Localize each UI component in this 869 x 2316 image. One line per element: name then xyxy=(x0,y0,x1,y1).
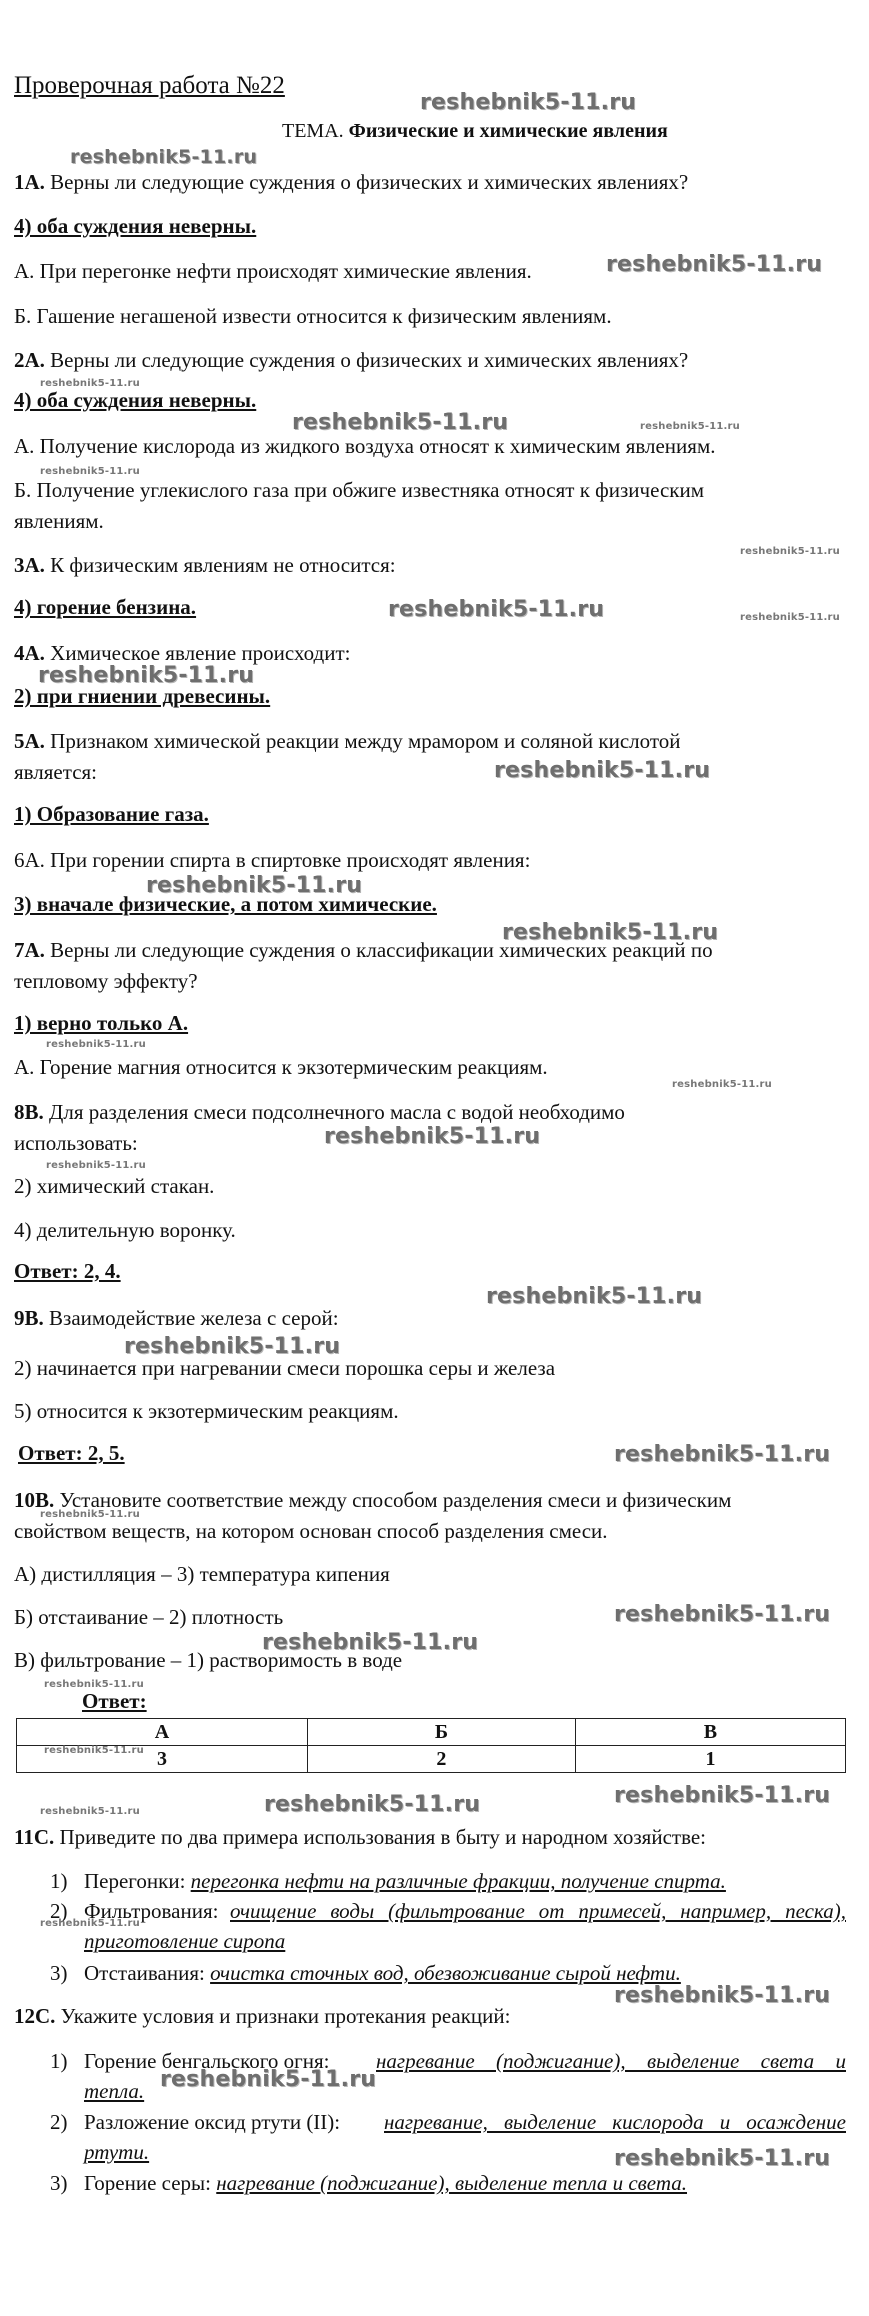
statement-a: А. Получение кислорода из жидкого воздуха относят к химическим явлениям. xyxy=(14,434,716,458)
statement-b-line-2: явлениям. xyxy=(14,509,104,533)
topic-prefix: ТЕМА. xyxy=(282,120,344,142)
option: 2) начинается при нагревании смеси порошка серы и железа xyxy=(14,1356,556,1380)
table-header-cell: А xyxy=(17,1719,308,1746)
question-12 xyxy=(14,2001,510,2031)
question-number: 10В. xyxy=(14,1488,55,1512)
list-item xyxy=(50,2168,687,2198)
watermark: reshebnik5-11.ru xyxy=(420,90,637,115)
question-11 xyxy=(14,1822,706,1852)
page-title: Проверочная работа №22 xyxy=(14,72,285,99)
answer-5: 1) Образование газа. xyxy=(14,802,209,826)
item-answer: нагревание (поджигание), выделение света и тепла. xyxy=(84,2049,846,2103)
item-label: Фильтрования: xyxy=(84,1899,219,1923)
table-header-cell: В xyxy=(575,1719,845,1746)
question-10-line-2: свойством веществ, на котором основан способ разделения смеси. xyxy=(14,1519,608,1543)
question-6: 6А. При горении спирта в спиртовке происходят явления: xyxy=(14,848,531,872)
item-label: Горение серы: xyxy=(84,2171,212,2195)
question-number: 5А. xyxy=(14,729,45,753)
question-2 xyxy=(14,345,688,375)
answer-label: Ответ: xyxy=(82,1689,147,1713)
watermark: reshebnik5-11.ru xyxy=(44,1679,144,1690)
question-3 xyxy=(14,550,396,580)
question-number: 4А. xyxy=(14,641,45,665)
answer-3: 4) горение бензина. xyxy=(14,595,197,619)
item-answer: очистка сточных вод, обезвоживание сырой нефти. xyxy=(210,1961,681,1985)
watermark: reshebnik5-11.ru xyxy=(640,421,740,432)
item-number: 1) xyxy=(50,2049,68,2073)
answer-2: 4) оба суждения неверны. xyxy=(14,388,257,412)
answer-4: 2) при гниении древесины. xyxy=(14,684,271,708)
question-9 xyxy=(14,1303,339,1333)
watermark: reshebnik5-11.ru xyxy=(672,1079,772,1090)
watermark: reshebnik5-11.ru xyxy=(614,1983,831,2008)
answer-1: 4) оба суждения неверны. xyxy=(14,214,257,238)
watermark: reshebnik5-11.ru xyxy=(40,1806,140,1817)
statement-a: А. При перегонке нефти происходят химические явления. xyxy=(14,259,532,283)
item-answer: нагревание (поджигание), выделение тепла и света. xyxy=(216,2171,688,2195)
watermark: reshebnik5-11.ru xyxy=(264,1792,481,1817)
statement-a: А. Горение магния относится к экзотермическим реакциям. xyxy=(14,1055,548,1079)
option: 4) делительную воронку. xyxy=(14,1218,236,1242)
topic-line xyxy=(282,120,668,143)
question-number: 1А. xyxy=(14,170,45,194)
watermark: reshebnik5-11.ru xyxy=(46,1039,146,1050)
statement-b-line-1: Б. Получение углекислого газа при обжиге известняка относят к физическим xyxy=(14,478,705,502)
question-text: Укажите условия и признаки протекания реакций: xyxy=(60,2004,511,2028)
match-b: Б) отстаивание – 2) плотность xyxy=(14,1605,284,1629)
answer-9: Ответ: 2, 5. xyxy=(18,1441,125,1465)
answer-7: 1) верно только А. xyxy=(14,1011,189,1035)
item-number: 2) xyxy=(50,2110,68,2134)
watermark: reshebnik5-11.ru xyxy=(614,1783,831,1808)
item-answer: очищение воды (фильтрование от примесей, например, песка), приготовление сиропа xyxy=(84,1899,846,1953)
watermark: reshebnik5-11.ru xyxy=(40,378,140,389)
option: 2) химический стакан. xyxy=(14,1174,215,1198)
watermark: reshebnik5-11.ru xyxy=(614,2146,831,2171)
watermark: reshebnik5-11.ru xyxy=(606,252,823,277)
question-number: 2А. xyxy=(14,348,45,372)
question-text: Для разделения смеси подсолнечного масла с водой необходимо xyxy=(49,1100,625,1124)
item-answer: перегонка нефти на различные фракции, получение спирта. xyxy=(190,1869,726,1893)
topic-name: Физические и химические явления xyxy=(348,120,668,142)
watermark: reshebnik5-11.ru xyxy=(146,873,363,898)
watermark: reshebnik5-11.ru xyxy=(46,1160,146,1171)
answer-6: 3) вначале физические, а потом химические. xyxy=(14,892,437,916)
question-8-line-1 xyxy=(14,1097,625,1127)
watermark: reshebnik5-11.ru xyxy=(614,1442,831,1467)
item-number: 3) xyxy=(50,1961,68,1985)
match-c: В) фильтрование – 1) растворимость в воде xyxy=(14,1648,403,1672)
watermark: reshebnik5-11.ru xyxy=(502,920,719,945)
watermark: reshebnik5-11.ru xyxy=(740,612,840,623)
question-1 xyxy=(14,167,688,197)
table-cell: 1 xyxy=(575,1746,845,1773)
watermark: reshebnik5-11.ru xyxy=(388,597,605,622)
table-cell: 3 xyxy=(17,1746,308,1773)
watermark: reshebnik5-11.ru xyxy=(40,466,140,477)
question-text: Признаком химической реакции между мрамором и соляной кислотой xyxy=(50,729,681,753)
watermark: reshebnik5-11.ru xyxy=(494,758,711,783)
match-a: А) дистилляция – 3) температура кипения xyxy=(14,1562,390,1586)
question-text: Верны ли следующие суждения о физических и химических явлениях? xyxy=(50,170,689,194)
watermark: reshebnik5-11.ru xyxy=(38,663,255,688)
answer-8: Ответ: 2, 4. xyxy=(14,1259,121,1283)
table-header-row xyxy=(17,1719,846,1746)
question-7-line-2: тепловому эффекту? xyxy=(14,969,198,993)
question-text: К физическим явлениям не относится: xyxy=(50,553,396,577)
question-number: 12С. xyxy=(14,2004,56,2028)
list-item xyxy=(50,1958,681,1988)
item-number: 2) xyxy=(50,1899,68,1923)
question-5-line-1 xyxy=(14,726,680,756)
question-text: Установите соответствие между способом разделения смеси и физическим xyxy=(59,1488,732,1512)
watermark: reshebnik5-11.ru xyxy=(160,2067,377,2092)
option: 5) относится к экзотермическим реакциям. xyxy=(14,1399,399,1423)
item-label: Перегонки: xyxy=(84,1869,186,1893)
item-label: Отстаивания: xyxy=(84,1961,205,1985)
question-text: Взаимодействие железа с серой: xyxy=(49,1306,339,1330)
statement-b: Б. Гашение негашеной извести относится к физическим явлениям. xyxy=(14,304,612,328)
question-number: 11С. xyxy=(14,1825,55,1849)
question-5-line-2: является: xyxy=(14,760,98,784)
watermark: reshebnik5-11.ru xyxy=(324,1124,541,1149)
watermark: reshebnik5-11.ru xyxy=(40,1509,140,1520)
question-text: Верны ли следующие суждения о физических и химических явлениях? xyxy=(50,348,689,372)
watermark: reshebnik5-11.ru xyxy=(292,410,509,435)
watermark: reshebnik5-11.ru xyxy=(740,546,840,557)
watermark: reshebnik5-11.ru xyxy=(44,1745,144,1756)
watermark: reshebnik5-11.ru xyxy=(486,1284,703,1309)
item-label: Горение бенгальского огня: xyxy=(84,2049,330,2073)
item-answer-wrapped xyxy=(84,1896,846,1956)
list-item xyxy=(50,1866,726,1896)
table-cell: 2 xyxy=(307,1746,575,1773)
watermark: reshebnik5-11.ru xyxy=(124,1334,341,1359)
watermark: reshebnik5-11.ru xyxy=(614,1602,831,1627)
question-8-line-2: использовать: xyxy=(14,1131,138,1155)
watermark: reshebnik5-11.ru xyxy=(40,1918,140,1929)
watermark: reshebnik5-11.ru xyxy=(262,1630,479,1655)
table-header-cell: Б xyxy=(307,1719,575,1746)
item-answer: нагревание, выделение кислорода и осаждение ртути. xyxy=(84,2110,846,2164)
item-number: 1) xyxy=(50,1869,68,1893)
question-number: 8В. xyxy=(14,1100,44,1124)
question-number: 9В. xyxy=(14,1306,44,1330)
item-number: 3) xyxy=(50,2171,68,2195)
watermark: reshebnik5-11.ru xyxy=(70,146,258,168)
question-number: 3А. xyxy=(14,553,45,577)
item-label: Разложение оксид ртути (II): xyxy=(84,2110,341,2134)
question-text: Приведите по два примера использования в быту и народном хозяйстве: xyxy=(59,1825,707,1849)
question-number: 7А. xyxy=(14,938,45,962)
question-text: Химическое явление происходит: xyxy=(50,641,351,665)
question-text: Верны ли следующие суждения о классификации химических реакций по xyxy=(50,938,713,962)
